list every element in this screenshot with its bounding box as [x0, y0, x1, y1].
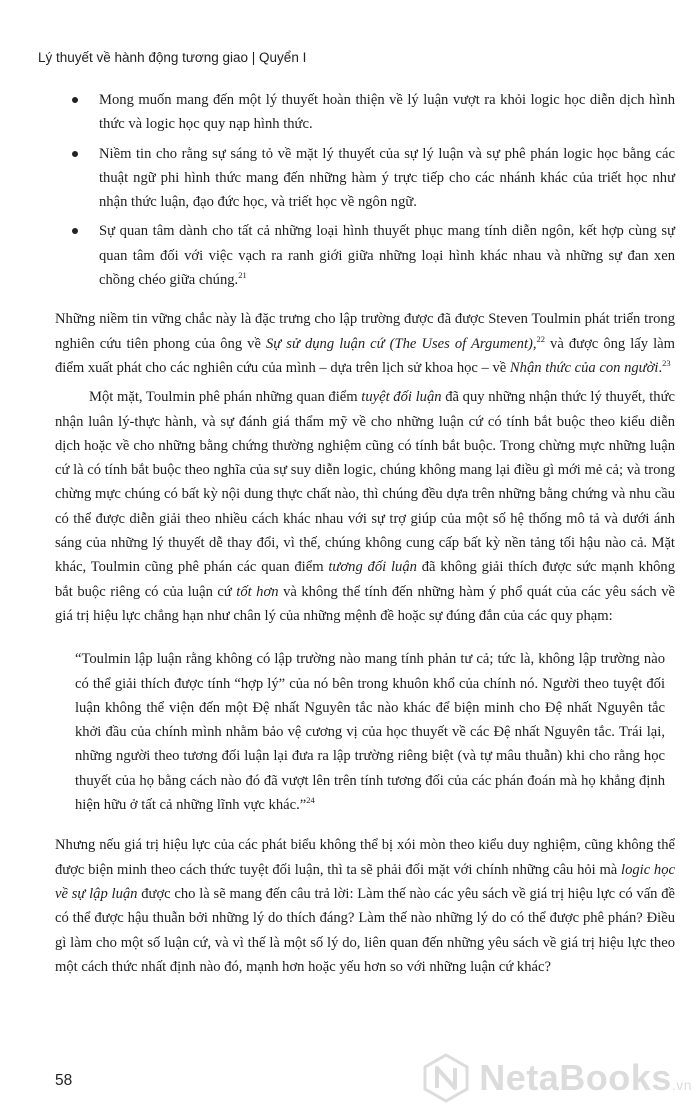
netabooks-n-logo-icon — [421, 1053, 471, 1103]
bullet-list — [55, 88, 675, 292]
footnote-ref: 23 — [662, 358, 671, 369]
bullet-dot-icon — [72, 97, 78, 103]
paragraph: Những niềm tin vững chắc này là đặc trưng cho lập trường được đã được Steven Toulmin phát triển trong nghiên cứu tiên phong của ông về Sự sử dụng luận cứ (The Uses of Argument),$^{22}$ và được ông lấy làm điểm xuất phát cho các nghiên cứu của mình – dựa trên lịch sử khoa học – về Nhận thức của con người.$^{23}$ — [55, 311, 675, 376]
watermark — [421, 1048, 692, 1108]
footnote-ref: 24 — [306, 795, 315, 806]
page-number: 58 — [55, 1072, 73, 1089]
paragraph: Một mặt, Toulmin phê phán những quan điểm tuyệt đối luận đã quy những nhận thức lý thuyết, thức nhận luân lý-thực hành, và sự đánh giá thẩm mỹ về cho những luận cứ có tính bắt buộc theo kiểu diễn dịch hoặc về cho những bằng chứng thường nghiệm cũng có tính bắt buộc. Trong chừng mực những luận cứ là có tính bắt buộc theo nghĩa của sự suy diễn logic, chúng không mang lại điều gì mới mẻ cả; và trong chừng mực chúng có bất kỳ nội dung thực chất nào, thì chúng đều dựa trên những bằng chứng và nhu cầu có thể được diễn giải theo nhiều cách khác nhau với sự trợ giúp của một số hệ thống mô tả và dưới ánh sáng của những lý thuyết dễ thay đổi, vì thế, chúng không cung cấp bất kỳ nền tảng tối hậu nào cả. Mặt khác, Toulmin cũng phê phán các quan điểm tương đối luận đã không giải thích được sức mạnh không bắt buộc riêng có của luận cứ tốt hơn và không thể tính đến những hàm ý phổ quát của các yêu sách về giá trị hiệu lực chẳng hạn như chân lý của những mệnh đề hoặc sự đúng đắn của các quy phạm: — [55, 389, 676, 624]
running-header: Lý thuyết về hành động tương giao | Quyển I — [38, 50, 307, 65]
bullet-item: Sự quan tâm dành cho tất cả những loại hình thuyết phục mang tính diễn ngôn, kết hợp cùng sự quan tâm đối với việc vạch ra ranh giới giữa những loại hình khác nhau và những sự đan xen chồng chéo giữa chúng.$^{21}$ — [55, 219, 675, 292]
footnote-ref: 21 — [238, 270, 247, 281]
bullet-dot-icon — [72, 228, 78, 234]
bullet-item: Mong muốn mang đến một lý thuyết hoàn thiện về lý luận vượt ra khỏi logic học diễn dịch hình thức và logic học quy nạp hình thức. — [55, 88, 675, 137]
footnote-ref: 22 — [536, 333, 546, 344]
bullet-dot-icon — [72, 151, 78, 157]
watermark-brand: NetaBooks.vn — [479, 1057, 692, 1098]
page-body — [55, 88, 675, 979]
paragraph: Nhưng nếu giá trị hiệu lực của các phát biểu không thể bị xói mòn theo kiểu duy nghiệm, cũng không thể được biện minh theo cách thức tuyệt đối luận, thì ta sẽ phải đối mặt với chính những câu hỏi mà logic học về sự lập luận được cho là sẽ mang đến câu trả lời: Làm thế nào các yêu sách về giá trị hiệu lực có vấn đề có thể được hậu thuẫn bởi những lý do thích đáng? Làm thế nào những lý do có thể được phê phán? Điều gì làm cho một số luận cứ, và vì thế là một số lý do, liên quan đến những yêu sách về giá trị hiệu lực theo một cách thức nhất định nào đó, mạnh hơn hoặc yếu hơn so với những luận cứ khác? — [55, 837, 675, 975]
block-quote: “Toulmin lập luận rằng không có lập trường nào mang tính phản tư cả; tức là, không lập trường nào có thể giải thích được tính “hợp lý” của nó bên trong khuôn khổ của chính nó. Người theo tuyệt đối luận không thể viện đến một Đệ nhất Nguyên tắc nào khác để biện minh cho Đệ nhất Nguyên tắc khởi đầu của chính mình nhằm bảo vệ cương vị của học thuyết về các Đệ nhất Nguyên tắc. Trái lại, những người theo tương đối luận lại đưa ra lập trường riêng biệt (và tự mâu thuẫn) khi cho rằng học thuyết của họ bằng cách nào đó đã vượt lên trên tính tương đối của các phán đoán mà họ khẳng định hiện hữu ở tất cả những lĩnh vực khác.”$^{24}$ — [75, 651, 665, 814]
bullet-item: Niềm tin cho rằng sự sáng tỏ về mặt lý thuyết của sự lý luận và sự phê phán logic học bằng các thuật ngữ phi hình thức mang đến những hàm ý trực tiếp cho các nhánh khác của triết học như nhận thức luận, đạo đức học, và triết học về ngôn ngữ. — [55, 142, 675, 215]
